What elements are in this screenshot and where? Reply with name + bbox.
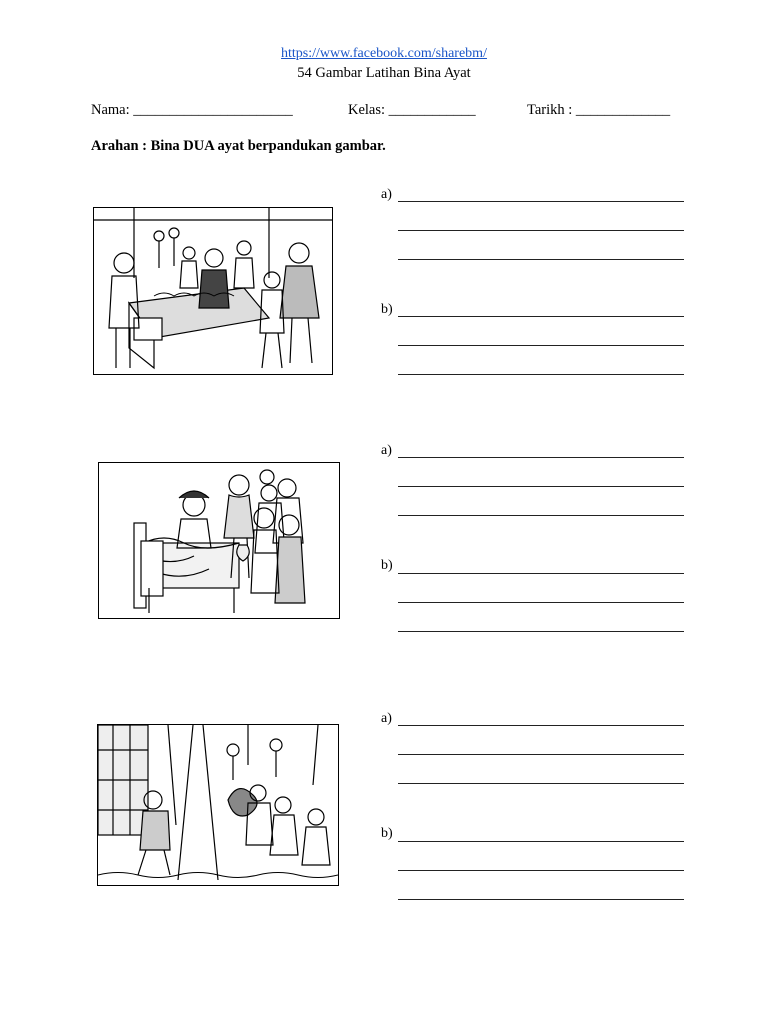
source-link[interactable]: https://www.facebook.com/sharebm/ (281, 46, 487, 61)
answer-line[interactable] (398, 316, 684, 317)
answer-line[interactable] (398, 602, 684, 603)
answer-line[interactable] (398, 631, 684, 632)
hospital-visit-picture (98, 462, 340, 619)
instruction: Arahan : Bina DUA ayat berpandukan gambar. (91, 138, 386, 154)
name-field[interactable]: Nama: ______________________ (91, 102, 293, 118)
answer-line[interactable] (398, 457, 684, 458)
worksheet-title: 54 Gambar Latihan Bina Ayat (297, 65, 471, 81)
answer-line[interactable] (398, 783, 684, 784)
market-scene-picture (93, 207, 333, 375)
answer-line[interactable] (398, 754, 684, 755)
exercise-2-label-a: a) (381, 443, 392, 458)
answer-line[interactable] (398, 725, 684, 726)
answer-line[interactable] (398, 841, 684, 842)
answer-line[interactable] (398, 201, 684, 202)
answer-line[interactable] (398, 374, 684, 375)
answer-line[interactable] (398, 259, 684, 260)
answer-line[interactable] (398, 573, 684, 574)
date-field[interactable]: Tarikh : _____________ (527, 102, 671, 118)
exercise-1-label-a: a) (381, 187, 392, 202)
exercise-3-label-a: a) (381, 711, 392, 726)
answer-line[interactable] (398, 486, 684, 487)
exercise-3-label-b: b) (381, 826, 393, 841)
class-field[interactable]: Kelas: ____________ (348, 102, 476, 118)
answer-line[interactable] (398, 230, 684, 231)
community-cleanup-picture (97, 724, 339, 886)
answer-line[interactable] (398, 345, 684, 346)
answer-line[interactable] (398, 899, 684, 900)
exercise-2-label-b: b) (381, 558, 393, 573)
answer-line[interactable] (398, 870, 684, 871)
answer-line[interactable] (398, 515, 684, 516)
exercise-1-label-b: b) (381, 302, 393, 317)
